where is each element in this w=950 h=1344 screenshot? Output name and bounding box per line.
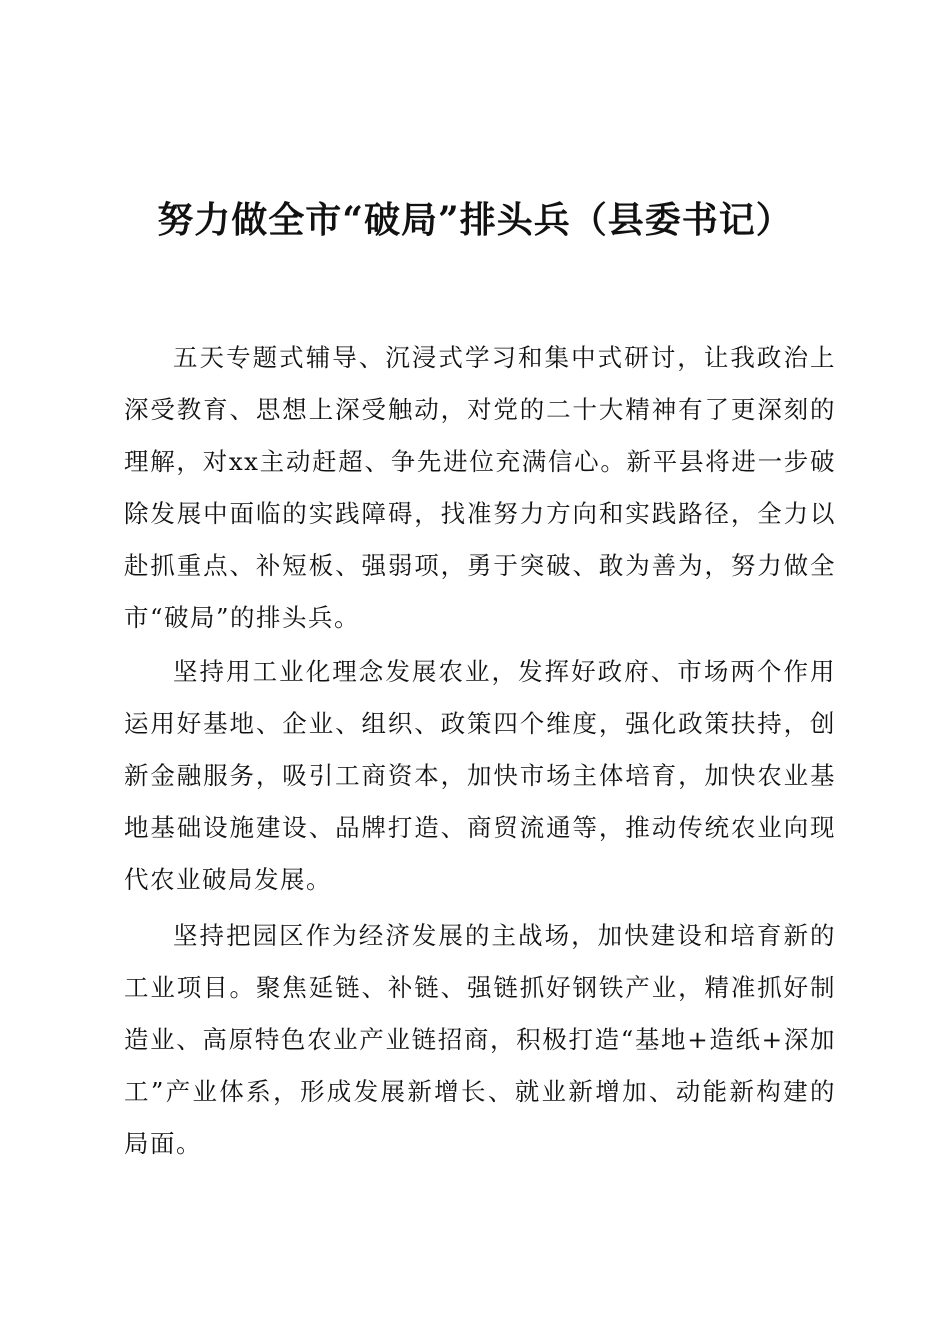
paragraph-3: 坚持把园区作为经济发展的主战场，加快建设和培育新的工业项目。聚焦延链、补链、强链抓好钢铁产业，精准抓好制造业、高原特色农业产业链招商，积极打造“基地+造纸+深加工”产业体系，形成发展新增长、就业新增加、动能新构建的局面。 <box>124 921 836 1158</box>
paragraph-2: 坚持用工业化理念发展农业，发挥好政府、市场两个作用运用好基地、企业、组织、政策四个维度，强化政策扶持，创新金融服务，吸引工商资本，加快市场主体培育，加快农业基地基础设施建设、品牌打造、商贸流通等，推动传统农业向现代农业破局发展。 <box>124 657 836 894</box>
paragraph-1: 五天专题式辅导、沉浸式学习和集中式研讨，让我政治上深受教育、思想上深受触动，对党的二十大精神有了更深刻的理解，对xx主动赶超、争先进位充满信心。新平县将进一步破除发展中面临的实践障碍，找准努力方向和实践路径，全力以赴抓重点、补短板、强弱项，勇于突破、敢为善为，努力做全市“破局”的排头兵。 <box>124 343 836 632</box>
document-title: 努力做全市“破局”排头兵（县委书记） <box>157 199 793 241</box>
